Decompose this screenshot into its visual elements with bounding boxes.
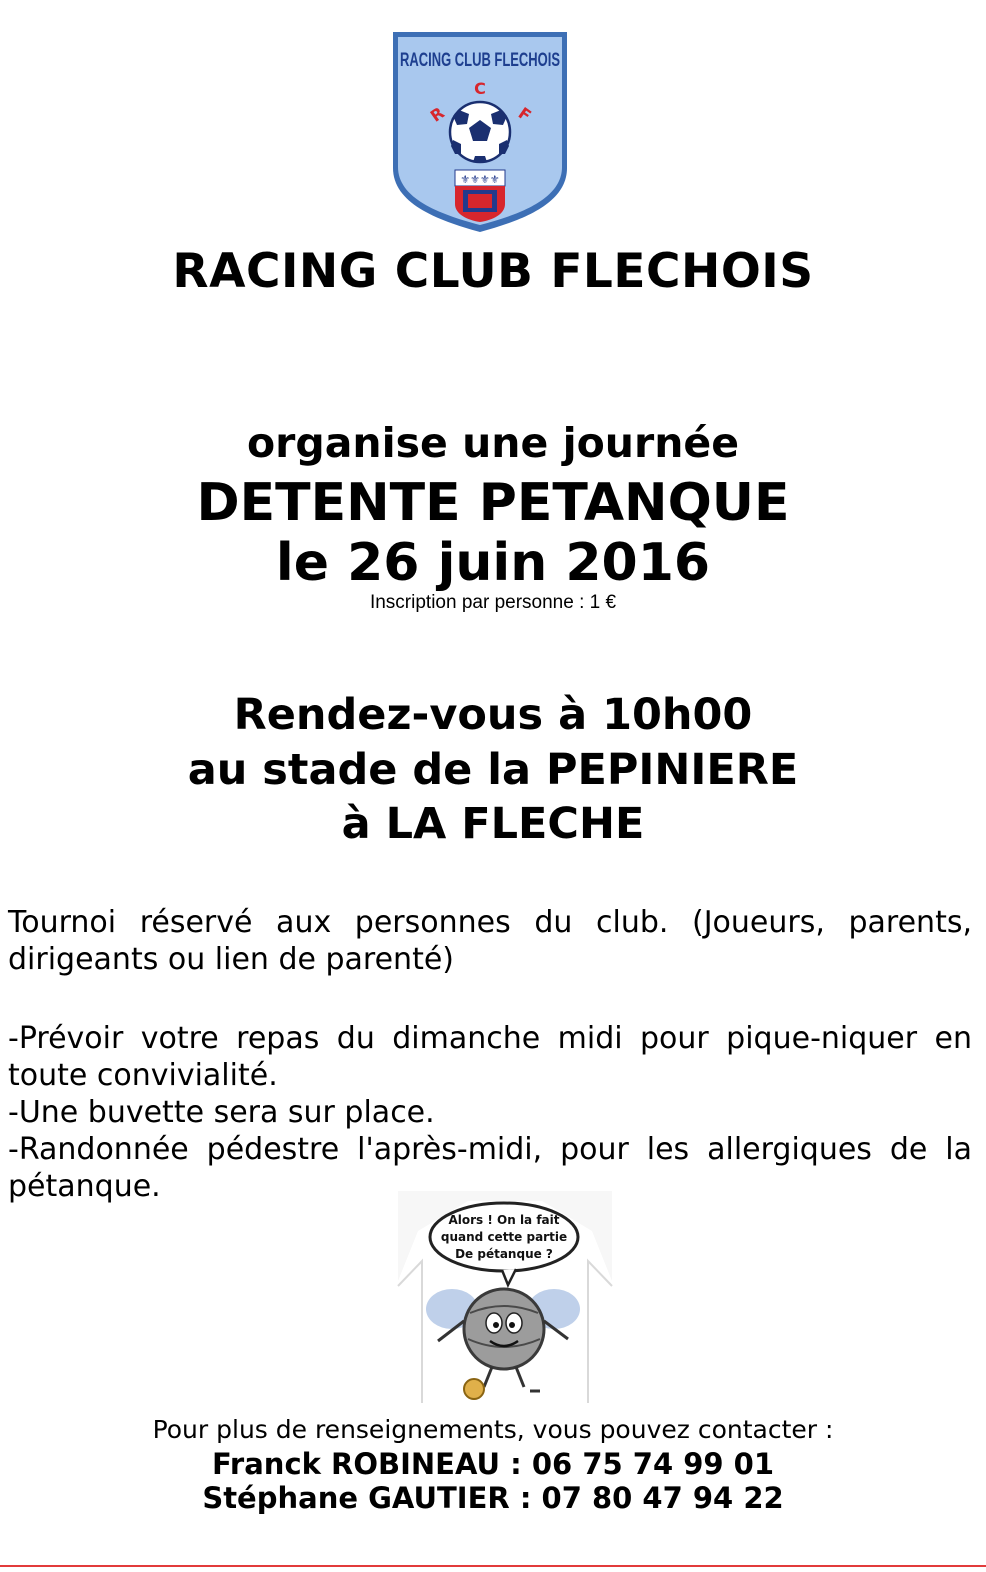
contact-intro: Pour plus de renseignements, vous pouvez contacter :	[152, 1415, 834, 1444]
registration-fee: Inscription par personne : 1 €	[369, 592, 617, 613]
event-date: le 26 juin 2016	[275, 533, 711, 593]
petanque-ball-icon	[464, 1289, 544, 1369]
tournament-note: Tournoi réservé aux personnes du club. (Joueurs, parents, dirigeants ou lien de parenté)	[8, 905, 972, 977]
petanque-cartoon-image	[398, 1191, 612, 1403]
logo-letter-r: R	[426, 103, 448, 126]
note-meal: -Prévoir votre repas du dimanche midi pour pique-niquer en toute convivialité.	[8, 1021, 972, 1093]
logo-text: RACING CLUB FLECHOIS	[400, 50, 560, 71]
meeting-place: au stade de la PEPINIERE	[187, 745, 799, 795]
coat-of-arms-icon	[455, 170, 505, 222]
event-intro: organise une journée	[246, 419, 740, 467]
contact-stephane-gautier: Stéphane GAUTIER : 07 80 47 94 22	[202, 1481, 784, 1515]
logo-letter-f: F	[514, 103, 535, 126]
speech-line-1: Alors ! On la fait	[448, 1213, 560, 1227]
notes-list	[8, 1020, 972, 1205]
football-icon	[450, 102, 510, 162]
note-hike: -Randonnée pédestre l'après-midi, pour les allergiques de la pétanque.	[8, 1132, 972, 1204]
svg-text:⚜⚜⚜⚜: ⚜⚜⚜⚜	[460, 173, 500, 186]
bottom-divider	[0, 1565, 986, 1567]
contact-franck-robineau: Franck ROBINEAU : 06 75 74 99 01	[211, 1447, 775, 1481]
meeting-city: à LA FLECHE	[341, 799, 645, 849]
club-title: RACING CLUB FLECHOIS	[172, 244, 814, 299]
meeting-time: Rendez-vous à 10h00	[233, 690, 753, 740]
note-refreshments: -Une buvette sera sur place.	[8, 1095, 435, 1130]
event-name: DETENTE PETANQUE	[196, 473, 790, 533]
speech-line-2: quand cette partie	[440, 1230, 568, 1244]
logo-letter-c: C	[474, 79, 486, 98]
club-logo	[389, 28, 571, 234]
speech-line-3: De pétanque ?	[455, 1247, 553, 1261]
